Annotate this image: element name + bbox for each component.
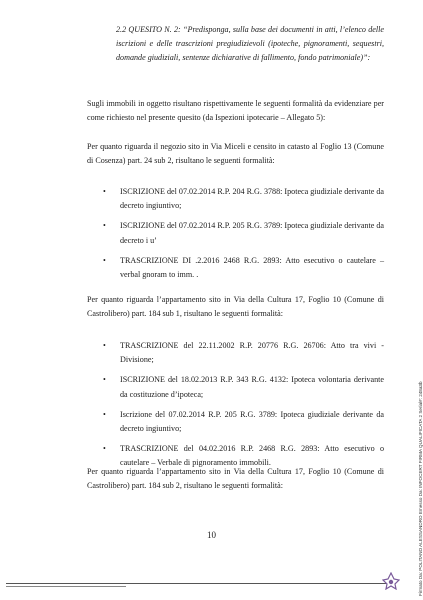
section3-intro: Per quanto riguarda l’appartamento sito in Via della Cultura 17, Foglio 10 (Comune di Castrolibero) part. 184 sub 2, risultano le seguenti formalità: [87,467,384,491]
list-item: • ISCRIZIONE del 18.02.2013 R.P. 343 R.G. 4132: Ipoteca volontaria derivante da costituzione d’ipoteca; [103,375,384,399]
quesito-text: “Predisponga, sulla base dei documenti in atti, l’elenco delle iscrizioni e delle trascrizioni pregiudizievoli (ipoteche, pignoramenti, sequestri, domande giudiziali, sentenze dichiarative di fallimento, fondo patrimoniale)”: [116,25,384,63]
bullet-icon: • [103,255,106,265]
list-item: • ISCRIZIONE del 07.02.2014 R.P. 205 R.G. 3789: Ipoteca giudiziale derivante da decreto i u’ [103,221,384,245]
section1-intro: Per quanto riguarda il negozio sito in Via Miceli e censito in catasto al Foglio 13 (Comune di Cosenza) part. 24 sub 2, risultano le seguenti formalità: [87,142,384,166]
section1-list [87,185,384,288]
intro-paragraph: Sugli immobili in oggetto risultano rispettivamente le seguenti formalità da evidenziare per come richiesto nel presente quesito (da Ispezioni ipotecarie – Allegato 5): [87,99,384,123]
list-item: • Iscrizione del 07.02.2014 R.P. 205 R.G. 3789: Ipoteca giudiziale derivante da decreto ingiuntivo; [103,409,384,434]
list-item: • TRASCRIZIONE del 22.11.2002 R.P. 20776 R.G. 26706: Atto tra vivi - Divisione; [103,341,384,365]
list-item: • TRASCRIZIONE del 04.02.2016 R.P. 2468 R.G. 2893: Atto esecutivo o cautelare – Verbale di pignoramento immobili. [103,444,384,468]
bullet-icon: • [103,375,106,385]
bullet-icon: • [103,444,106,454]
quesito-heading [116,23,384,66]
bullet-icon: • [103,187,106,196]
footer-divider-secondary [6,586,126,587]
quesito-number: 2.2 QUESITO N. 2: [116,25,181,34]
list-item: • ISCRIZIONE del 07.02.2014 R.P. 204 R.G. 3788: Ipoteca giudiziale derivante da decreto ingiuntivo; [103,187,384,211]
section2-list [87,339,384,477]
section2-intro: Per quanto riguarda l’appartamento sito in Via della Cultura 17, Foglio 10 (Comune di Castrolibero) part. 184 sub 1, risultano le seguenti formalità: [87,295,384,319]
list-item: • TRASCRIZIONE DI .2.2016 2468 R.G. 2893: Atto esecutivo o cautelare – verbal gnoram to imm. . [103,255,384,280]
firm-logo-icon [382,572,400,590]
footer-divider [6,583,386,584]
bullet-icon: • [103,409,106,419]
digital-signature-stamp: Firmato Da: POLITANO ALESSANDRO Emesso Da: INFOCERT FIRMA QUALIFICATA 2 Serial#: 248a3b [418,381,423,596]
bullet-icon: • [103,341,106,350]
page-number: 10 [207,530,216,540]
bullet-icon: • [103,221,106,231]
